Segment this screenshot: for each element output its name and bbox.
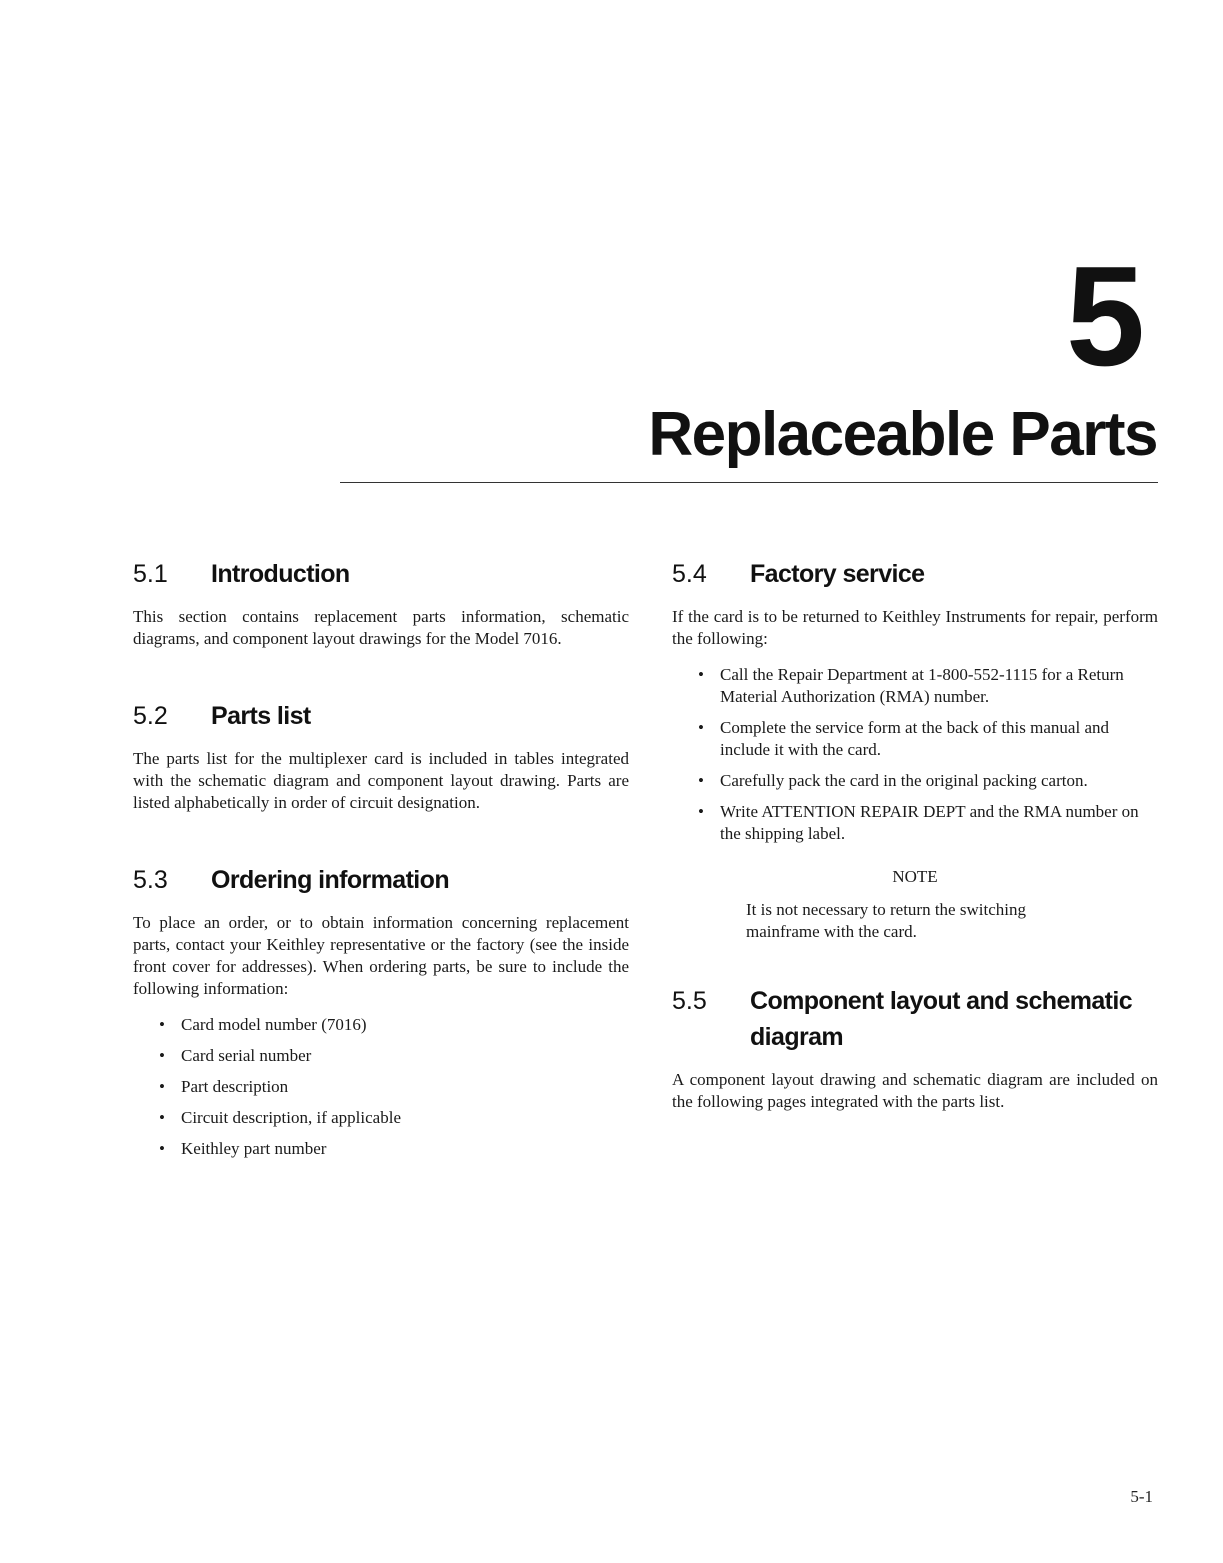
chapter-number: 5 xyxy=(1066,237,1145,396)
section-paragraph: The parts list for the multiplexer card is included in tables integrated with the schematic diagram and component layout drawing. Parts are listed alphabetically in order of circuit designation. xyxy=(133,749,629,812)
section-5-3 xyxy=(133,866,629,1160)
section-number: 5.2 xyxy=(133,702,168,730)
left-column xyxy=(133,560,629,1160)
section-5-5 xyxy=(672,983,1158,1113)
list-item: • Card serial number xyxy=(133,1045,629,1067)
ordering-info-list xyxy=(133,1014,629,1160)
chapter-title: Replaceable Parts xyxy=(648,400,1157,469)
note-text: It is not necessary to return the switching mainframe with the card. xyxy=(746,900,1026,941)
factory-service-list xyxy=(672,664,1158,845)
section-5-2 xyxy=(133,702,629,814)
chapter-rule xyxy=(340,482,1158,483)
section-title: Component layout and schematic diagram xyxy=(750,987,1133,1051)
list-item: • Circuit description, if applicable xyxy=(133,1107,629,1129)
section-heading xyxy=(133,560,629,589)
list-item: • Keithley part number xyxy=(133,1138,629,1160)
section-paragraph: If the card is to be returned to Keithley Instruments for repair, perform the following: xyxy=(672,607,1158,648)
section-title: Parts list xyxy=(211,702,311,730)
list-item: • Card model number (7016) xyxy=(133,1014,629,1036)
list-item: • Carefully pack the card in the original packing carton. xyxy=(672,770,1158,792)
section-heading xyxy=(672,560,1158,589)
page-number: 5-1 xyxy=(1130,1487,1153,1506)
note-title: NOTE xyxy=(892,867,938,886)
section-heading xyxy=(133,702,629,731)
right-column xyxy=(672,560,1158,1113)
section-5-4 xyxy=(672,560,1158,943)
section-title: Ordering information xyxy=(211,866,450,894)
section-paragraph: This section contains replacement parts information, schematic diagrams, and component layout drawings for the Model 7016. xyxy=(133,607,629,648)
list-item: • Complete the service form at the back of this manual and include it with the card. xyxy=(672,717,1158,761)
section-number: 5.1 xyxy=(133,560,168,588)
list-item: • Part description xyxy=(133,1076,629,1098)
section-paragraph: To place an order, or to obtain information concerning replacement parts, contact your Keithley representative or the factory (see the inside front cover for addresses). When ordering parts, be sure to include the following information: xyxy=(133,913,629,998)
section-heading xyxy=(672,983,1158,1055)
list-item: • Write ATTENTION REPAIR DEPT and the RMA number on the shipping label. xyxy=(672,801,1158,845)
section-title: Introduction xyxy=(211,560,350,588)
list-item: • Call the Repair Department at 1-800-552-1115 for a Return Material Authorization (RMA) number. xyxy=(672,664,1158,708)
section-paragraph: A component layout drawing and schematic diagram are included on the following pages integrated with the parts list. xyxy=(672,1070,1158,1111)
section-heading xyxy=(133,866,629,895)
section-number: 5.5 xyxy=(672,987,707,1015)
section-number: 5.4 xyxy=(672,560,707,588)
section-number: 5.3 xyxy=(133,866,168,894)
section-5-1 xyxy=(133,560,629,650)
section-title: Factory service xyxy=(750,560,925,588)
